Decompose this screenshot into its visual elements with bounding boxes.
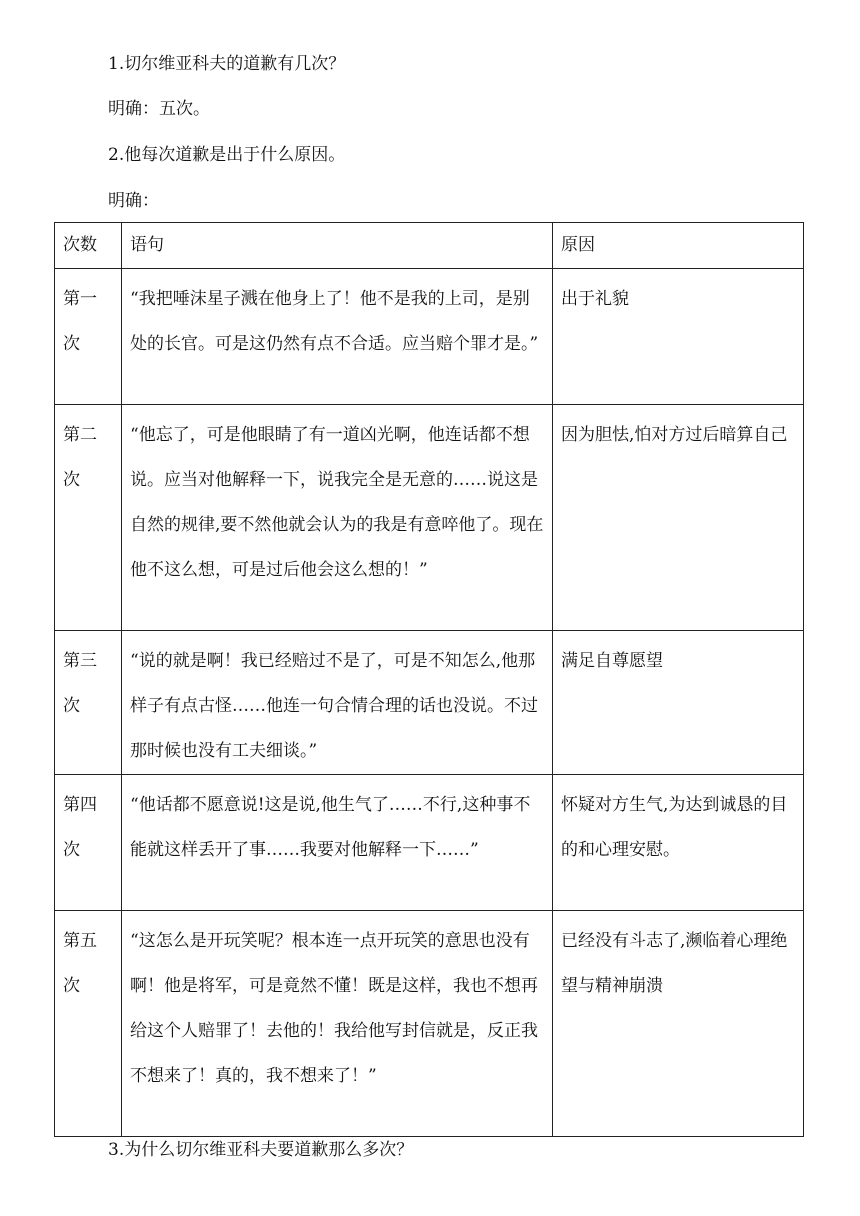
table-row	[55, 269, 804, 405]
row-sentence: “说的就是啊！我已经赔过不是了，可是不知怎么,他那样子有点古怪……他连一句合情合理的话也没说。不过那时候也没有工夫细谈。”	[122, 631, 553, 775]
row-count: 第一次	[55, 269, 122, 405]
question-3: 3.为什么切尔维亚科夫要道歉那么多次？	[108, 1140, 414, 1160]
row-reason: 满足自尊愿望	[553, 631, 804, 775]
question-2: 2.他每次道歉是出于什么原因。	[108, 145, 346, 165]
answer-1: 明确：五次。	[108, 99, 210, 119]
row-count: 第三次	[55, 631, 122, 775]
apology-reasons-table	[54, 222, 804, 1137]
row-sentence: “他话都不愿意说!这是说,他生气了……不行,这种事不能就这样丢开了事……我要对他解释一下……”	[122, 775, 553, 911]
table-row	[55, 775, 804, 911]
row-count: 第二次	[55, 405, 122, 631]
answer-2-label: 明确：	[108, 191, 159, 211]
header-sentence: 语句	[122, 223, 553, 269]
row-sentence: “这怎么是开玩笑呢？根本连一点开玩笑的意思也没有啊！他是将军，可是竟然不懂！既是这样，我也不想再给这个人赔罪了！去他的！我给他写封信就是，反正我不想来了！真的，我不想来了！”	[122, 911, 553, 1137]
question-1: 1.切尔维亚科夫的道歉有几次？	[108, 54, 346, 74]
table-row	[55, 405, 804, 631]
header-reason: 原因	[553, 223, 804, 269]
header-count: 次数	[55, 223, 122, 269]
row-count: 第四次	[55, 775, 122, 911]
table-row	[55, 631, 804, 775]
row-sentence: “他忘了，可是他眼睛了有一道凶光啊，他连话都不想说。应当对他解释一下，说我完全是无意的……说这是自然的规律,要不然他就会认为的我是有意啐他了。现在他不这么想，可是过后他会这么想的！”	[122, 405, 553, 631]
table-row	[55, 911, 804, 1137]
row-reason: 已经没有斗志了,濒临着心理绝望与精神崩溃	[553, 911, 804, 1137]
row-reason: 出于礼貌	[553, 269, 804, 405]
row-sentence: “我把唾沫星子溅在他身上了！他不是我的上司，是别处的长官。可是这仍然有点不合适。应当赔个罪才是。”	[122, 269, 553, 405]
row-reason: 怀疑对方生气,为达到诚恳的目的和心理安慰。	[553, 775, 804, 911]
row-reason: 因为胆怯,怕对方过后暗算自己	[553, 405, 804, 631]
table-header-row	[55, 223, 804, 269]
row-count: 第五次	[55, 911, 122, 1137]
